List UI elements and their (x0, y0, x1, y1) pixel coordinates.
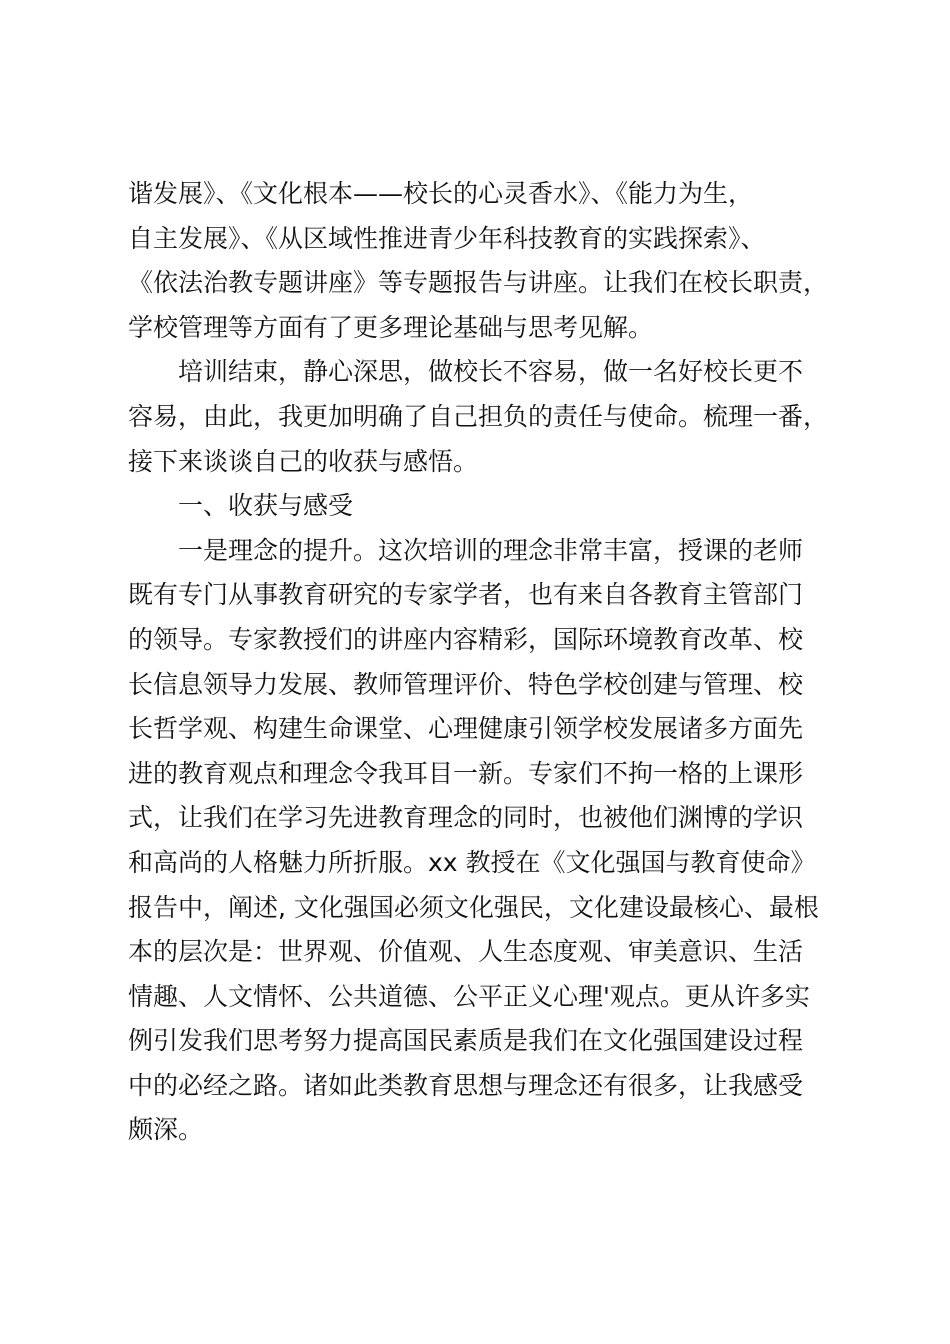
text-line: 接下来谈谈自己的收获与感悟。 (128, 446, 479, 476)
text-line: 的领导。专家教授们的讲座内容精彩，国际环境教育改革、校 (128, 624, 804, 654)
paragraph-start-line: 一是理念的提升。这次培训的理念非常丰富，授课的老师 (178, 535, 804, 565)
text-line: 本的层次是：世界观、价值观、人生态度观、审美意识、生活 (128, 937, 804, 967)
text-line: 长信息领导力发展、教师管理评价、特色学校创建与管理、校 (128, 669, 804, 699)
paragraph-start-line: 培训结束，静心深思，做校长不容易，做一名好校长更不 (178, 357, 804, 387)
text-line: 和高尚的人格魅力所折服。xx 教授在《文化强国与教育使命》 (128, 847, 816, 877)
text-line: 中的必经之路。诸如此类教育思想与理念还有很多，让我感受 (128, 1070, 804, 1100)
text-line: 例引发我们思考努力提高国民素质是我们在文化强国建设过程 (128, 1026, 804, 1056)
text-line: 《依法治教专题讲座》等专题报告与讲座。让我们在校长职责， (128, 268, 829, 298)
section-heading: 一、收获与感受 (178, 491, 354, 521)
text-line: 自主发展》、《从区域性推进青少年科技教育的实践探索》、 (128, 223, 766, 253)
text-line: 进的教育观点和理念令我耳目一新。专家们不拘一格的上课形 (128, 758, 804, 788)
text-line: 情趣、人文情怀、公共道德、公平正义心理'观点。更从许多实 (128, 981, 810, 1011)
text-line: 容易，由此，我更加明确了自己担负的责任与使命。梳理一番， (128, 401, 829, 431)
text-line: 长哲学观、构建生命课堂、心理健康引领学校发展诸多方面先 (128, 714, 804, 744)
text-line: 颇深。 (128, 1115, 204, 1145)
text-line: 谐发展》、《文化根本——校长的心灵香水》、《能力为生， (128, 179, 754, 208)
text-line: 学校管理等方面有了更多理论基础与思考见解。 (128, 312, 654, 342)
body-text (128, 172, 868, 1153)
text-line: 报告中，阐述, 文化强国必须文化强民，文化建设最核心、最根 (128, 892, 819, 922)
text-line: 式，让我们在学习先进教育理念的同时，也被他们渊博的学识 (128, 803, 804, 833)
text-line: 既有专门从事教育研究的专家学者，也有来自各教育主管部门 (128, 580, 804, 610)
